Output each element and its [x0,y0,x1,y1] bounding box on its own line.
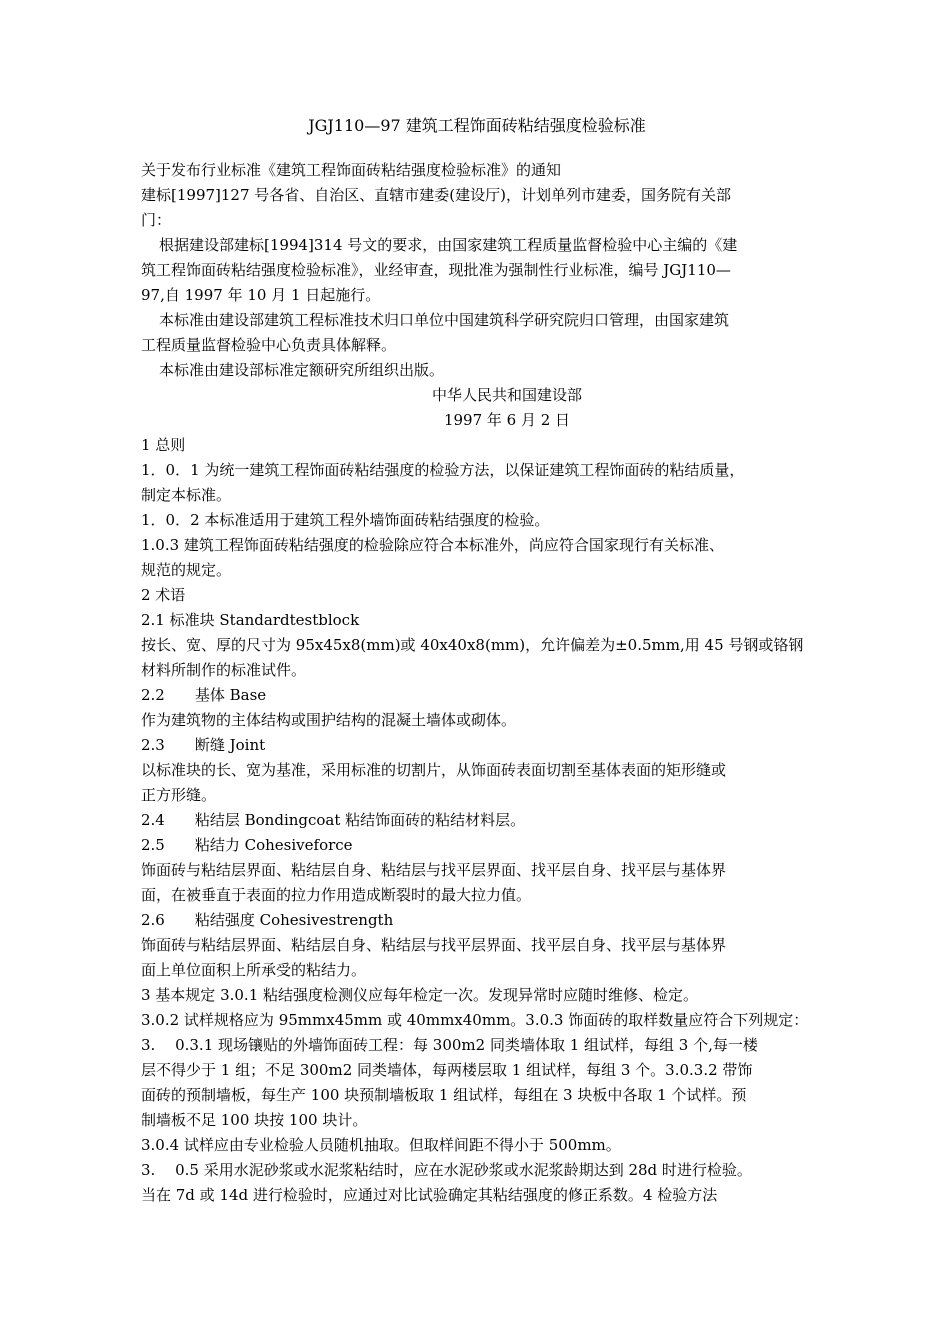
paragraph-line: 按长、宽、厚的尺寸为 95x45x8(mm)或 40x40x8(mm)，允许偏差为±0.5mm,用 45 号钢或铬钢 [141,636,804,654]
paragraph-line: 面砖的预制墙板，每生产 100 块预制墙板取 1 组试样，每组在 3 块板中各取 1 个试样。预 [141,1086,747,1104]
section-heading: 2 术语 [141,586,186,604]
term-heading: 2.5 粘结力 Cohesiveforce [141,836,353,854]
document-page [141,114,813,1208]
paragraph-line: 材料所制作的标准试件。 [141,661,307,679]
term-heading: 2.4 粘结层 Bondingcoat 粘结饰面砖的粘结材料层。 [141,811,526,829]
document-title: JGJ110—97 建筑工程饰面砖粘结强度检验标准 [308,116,646,135]
paragraph-line: 制墙板不足 100 块按 100 块计。 [141,1111,368,1129]
notice-heading: 关于发布行业标准《建筑工程饰面砖粘结强度检验标准》的通知 [141,161,562,179]
paragraph-line: 1．0．2 本标准适用于建筑工程外墙饰面砖粘结强度的检验。 [141,511,550,529]
paragraph-line: 3.0.2 试样规格应为 95mmx45mm 或 40mmx40mm。3.0.3 饰面砖的取样数量应符合下列规定： [141,1011,809,1029]
paragraph-line: 门： [141,211,172,229]
paragraph-line: 面，在被垂直于表面的拉力作用造成断裂时的最大拉力值。 [141,886,532,904]
paragraph-line: 当在 7d 或 14d 进行检验时，应通过对比试验确定其粘结强度的修正系数。4 检验方法 [141,1186,718,1204]
term-heading: 2.1 标准块 Standardtestblock [141,611,360,629]
issue-date-line: 1997 年 6 月 2 日 [443,411,571,429]
paragraph-line: 3 基本规定 3.0.1 粘结强度检测仪应每年检定一次。发现异常时应随时维修、检定。 [141,986,699,1004]
paragraph-line: 根据建设部建标[1994]314 号文的要求，由国家建筑工程质量监督检验中心主编的《建 [159,236,738,254]
term-heading: 2.6 粘结强度 Cohesivestrength [141,911,394,929]
paragraph-line: 作为建筑物的主体结构或围护结构的混凝土墙体或砌体。 [141,711,517,729]
paragraph-line: 3.0.4 试样应由专业检验人员随机抽取。但取样间距不得小于 500mm。 [141,1136,621,1154]
paragraph-line: 工程质量监督检验中心负责具体解释。 [141,336,397,354]
paragraph-line: 本标准由建设部建筑工程标准技术归口单位中国建筑科学研究院归口管理，由国家建筑 [159,311,730,329]
paragraph-line: 3. 0.3.1 现场镶贴的外墙饰面砖工程：每 300m2 同类墙体取 1 组试样，每组 3 个,每一楼 [141,1036,758,1054]
term-heading: 2.3 断缝 Joint [141,736,266,754]
paragraph-line: 饰面砖与粘结层界面、粘结层自身、粘结层与找平层界面、找平层自身、找平层与基体界 [141,936,727,954]
paragraph-line: 3. 0.5 采用水泥砂浆或水泥浆粘结时，应在水泥砂浆或水泥浆龄期达到 28d 时进行检验。 [141,1161,752,1179]
paragraph-line: 本标准由建设部标准定额研究所组织出版。 [159,361,445,379]
paragraph-line: 1.0.3 建筑工程饰面砖粘结强度的检验除应符合本标准外，尚应符合国家现行有关标准、 [141,536,724,554]
paragraph-line: 建标[1997]127 号各省、自治区、直辖市建委(建设厅)，计划单列市建委，国务院有关部 [141,186,731,204]
paragraph-line: 层不得少于 1 组；不足 300m2 同类墙体，每两楼层取 1 组试样，每组 3 个。3.0.3.2 带饰 [141,1061,753,1079]
term-heading: 2.2 基体 Base [141,686,267,704]
paragraph-line: 规范的规定。 [141,561,232,579]
paragraph-line: 以标准块的长、宽为基准，采用标准的切割片，从饰面砖表面切割至基体表面的矩形缝或 [141,761,727,779]
paragraph-line: 1．0．1 为统一建筑工程饰面砖粘结强度的检验方法，以保证建筑工程饰面砖的粘结质量， [141,461,745,479]
section-heading: 1 总则 [141,436,186,454]
paragraph-line: 筑工程饰面砖粘结强度检验标准》，业经审查，现批准为强制性行业标准，编号 JGJ110— [141,261,731,279]
paragraph-line: 饰面砖与粘结层界面、粘结层自身、粘结层与找平层界面、找平层自身、找平层与基体界 [141,861,727,879]
paragraph-line: 制定本标准。 [141,486,232,504]
paragraph-line: 97,自 1997 年 10 月 1 日起施行。 [141,286,381,304]
paragraph-line: 面上单位面积上所承受的粘结力。 [141,961,367,979]
paragraph-line: 正方形缝。 [141,786,217,804]
issuer-line: 中华人民共和国建设部 [431,386,582,404]
